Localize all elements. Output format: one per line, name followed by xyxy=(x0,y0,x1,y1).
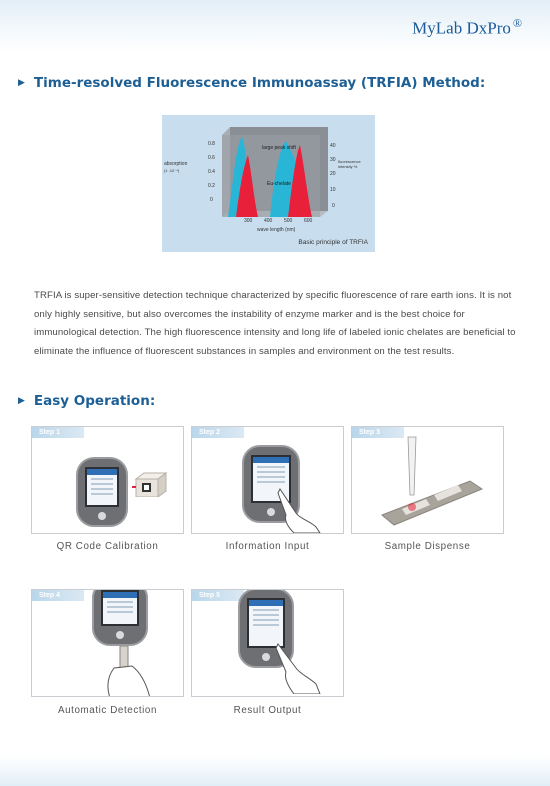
pipette-cassette-icon xyxy=(372,433,492,533)
triangle-bullet-icon: ▶ xyxy=(18,396,25,406)
left-tick-1: 0.6 xyxy=(208,155,215,161)
right-axis-label: fluorescence intensity % xyxy=(338,159,361,169)
left-tick-4: 0 xyxy=(210,197,213,203)
step-label-4: Automatic Detection xyxy=(57,705,158,716)
step-card-2 xyxy=(191,426,344,534)
qr-box-icon xyxy=(132,471,168,497)
hand-tap-icon xyxy=(276,642,322,694)
footer-band xyxy=(0,756,550,786)
left-axis-label: absorption xyxy=(164,161,188,167)
brand-name: MyLab DxPro xyxy=(412,18,511,38)
x-tick-0: 300 xyxy=(244,218,253,224)
right-tick-4: 0 xyxy=(332,203,335,209)
trfia-title-text: Time-resolved Fluorescence Immunoassay (TRFIA) Method: xyxy=(33,75,486,91)
step-tag-2: Step 2 xyxy=(192,427,244,438)
step-label-5: Result Output xyxy=(233,705,302,716)
left-tick-3: 0.2 xyxy=(208,183,215,189)
right-tick-0: 40 xyxy=(330,143,336,149)
easy-title-text: Easy Operation: xyxy=(33,393,156,409)
analyzer-device-icon xyxy=(92,589,148,646)
step-card-4 xyxy=(31,589,184,697)
step-card-5 xyxy=(191,589,344,697)
trfia-principle-figure xyxy=(162,115,375,252)
step-label-3: Sample Dispense xyxy=(384,541,471,552)
left-tick-2: 0.4 xyxy=(208,169,215,175)
step-label-1: QR Code Calibration xyxy=(56,541,159,552)
analyzer-device-icon xyxy=(76,457,128,527)
figure-caption: Basic principle of TRFIA xyxy=(298,239,368,246)
x-tick-3: 600 xyxy=(304,218,313,224)
annotation-chelate: Eu-chelate xyxy=(267,181,291,187)
annotation-peak: large peak shift xyxy=(262,145,296,151)
step-card-3 xyxy=(351,426,504,534)
left-axis-unit: (1 .10⁻⁴) xyxy=(164,168,180,173)
right-tick-2: 20 xyxy=(330,171,336,177)
registered-mark: ® xyxy=(512,16,522,30)
section-title-easy xyxy=(18,393,155,409)
x-tick-1: 400 xyxy=(264,218,273,224)
triangle-bullet-icon: ▶ xyxy=(18,78,25,88)
step-tag-5: Step 5 xyxy=(192,590,244,601)
step-label-2: Information Input xyxy=(225,541,310,552)
brand-logo xyxy=(412,16,522,39)
right-tick-1: 30 xyxy=(330,157,336,163)
step-tag-3: Step 3 xyxy=(352,427,404,438)
step-card-1 xyxy=(31,426,184,534)
step-tag-4: Step 4 xyxy=(32,590,84,601)
hand-insert-cassette-icon xyxy=(98,646,158,697)
right-tick-3: 10 xyxy=(330,187,336,193)
step-tag-1: Step 1 xyxy=(32,427,84,438)
hand-tap-icon xyxy=(276,487,322,533)
section-title-trfia xyxy=(18,75,485,91)
left-tick-0: 0.8 xyxy=(208,141,215,147)
x-tick-2: 500 xyxy=(284,218,293,224)
x-axis-label: wave length (nm) xyxy=(257,227,296,233)
trfia-description: TRFIA is super-sensitive detection technique characterized by specific fluorescence of rare earth ions. It is not only highly sensitive, but also overcomes the instability of enzyme marker and is the best choice for immunological detection. The high fluorescence intensity and long life of labeled ionic chelates are beneficial to eliminate the influence of fluorescent substances in samples and environment on the test results. xyxy=(34,290,516,357)
